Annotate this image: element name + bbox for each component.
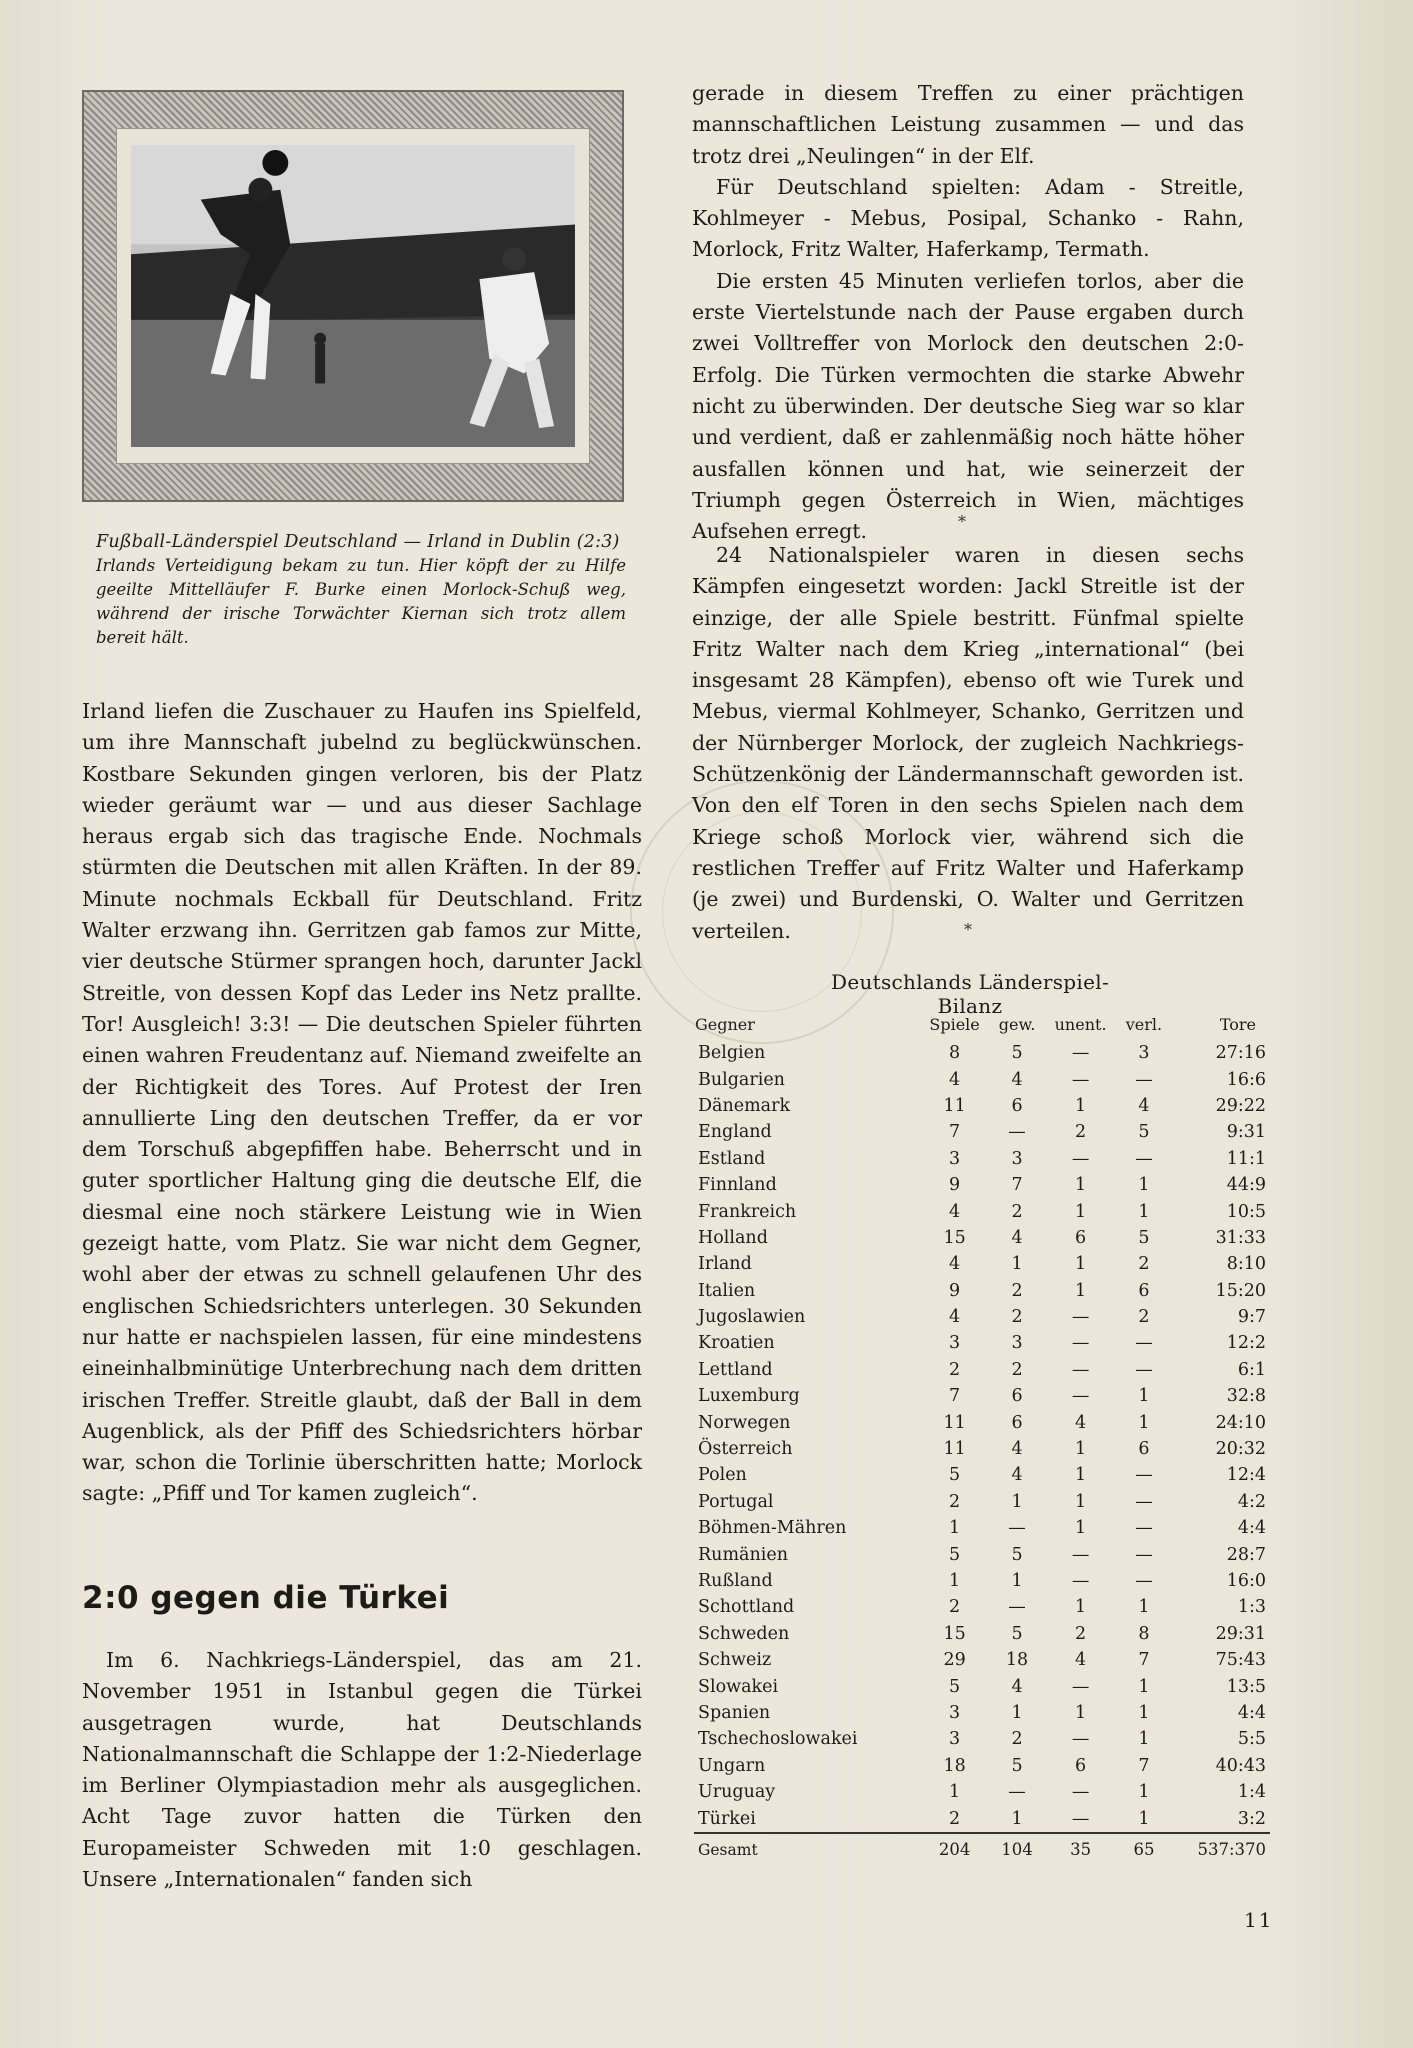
drawn-cell: 1	[1075, 1201, 1087, 1222]
right-column-top-text	[692, 78, 1244, 547]
table-row	[694, 1726, 1270, 1752]
table-body	[694, 1040, 1270, 1866]
opponent-cell: England	[698, 1122, 772, 1143]
won-cell: 1	[1011, 1254, 1023, 1275]
won-cell: 4	[1011, 1676, 1023, 1697]
drawn-cell: 1	[1075, 1702, 1087, 1723]
page-number: 11	[1244, 1908, 1274, 1932]
games-cell: 11	[943, 1439, 966, 1460]
games-cell: 3	[949, 1729, 961, 1750]
drawn-cell: 1	[1075, 1095, 1087, 1116]
goals-cell: 3:2	[1237, 1808, 1266, 1829]
won-cell: 2	[1011, 1201, 1023, 1222]
lost-cell: 1	[1138, 1597, 1150, 1618]
drawn-cell: —	[1071, 1571, 1090, 1591]
goals-cell: 12:4	[1226, 1465, 1266, 1486]
won-cell: 5	[1011, 1043, 1023, 1064]
opponent-cell: Böhmen-Mähren	[698, 1518, 847, 1539]
opponent-cell: Bulgarien	[698, 1069, 785, 1090]
column-header-goals: Tore	[1219, 1014, 1256, 1034]
table-row	[694, 1198, 1270, 1224]
total-drawn: 35	[1044, 1833, 1118, 1866]
won-cell: 7	[1011, 1175, 1023, 1196]
table-row	[694, 1753, 1270, 1779]
drawn-cell: 2	[1075, 1122, 1087, 1143]
goals-cell: 8:10	[1226, 1254, 1266, 1275]
drawn-cell: 1	[1075, 1491, 1087, 1512]
lost-cell: 7	[1138, 1755, 1150, 1776]
goals-cell: 75:43	[1215, 1650, 1266, 1671]
table-header-row	[694, 1008, 1270, 1040]
won-cell: 3	[1011, 1333, 1023, 1354]
games-cell: 2	[949, 1359, 961, 1380]
opponent-cell: Tschechoslowakei	[698, 1729, 858, 1750]
drawn-cell: 1	[1075, 1439, 1087, 1460]
table-row	[694, 1172, 1270, 1198]
paragraph: 24 Nationalspieler waren in diesen sechs Kämpfen eingesetzt worden: Jackl Streitle ist der einzige, der alle Spiele bestritt. Fünfmal spielte Fritz Walter nach dem Krieg „international“ (bei insgesamt 28 Kämpfen), ebenso oft wie Turek und Mebus, viermal Kohlmeyer, Schanko, Gerritzen und der Nürnberger Morlock, der zugleich Nachkriegs-Schützenkönig der Ländermannschaft geworden ist. Von den elf Toren in den sechs Spielen nach dem Kriege schoß Morlock vier, während sich die restlichen Treffer auf Fritz Walter und Haferkamp (je zwei) und Burdenski, O. Walter und Gerritzen verteilen.	[692, 543, 1244, 943]
goals-cell: 40:43	[1215, 1755, 1266, 1776]
opponent-cell: Schweiz	[698, 1650, 772, 1671]
opponent-cell: Italien	[698, 1280, 756, 1301]
total-lost: 65	[1118, 1833, 1171, 1866]
table-row	[694, 1330, 1270, 1356]
drawn-cell: 1	[1075, 1254, 1087, 1275]
goals-cell: 29:31	[1215, 1623, 1266, 1644]
games-cell: 8	[949, 1043, 961, 1064]
won-cell: 6	[1011, 1095, 1023, 1116]
opponent-cell: Rumänien	[698, 1544, 788, 1565]
table-row	[694, 1489, 1270, 1515]
games-cell: 4	[949, 1307, 961, 1328]
opponent-cell: Slowakei	[698, 1676, 779, 1697]
lost-cell: 1	[1138, 1782, 1150, 1803]
separator-asterisk: *	[964, 920, 972, 939]
goals-cell: 9:7	[1237, 1307, 1266, 1328]
goals-cell: 16:6	[1226, 1069, 1266, 1090]
opponent-cell: Portugal	[698, 1491, 774, 1512]
table-row	[694, 1146, 1270, 1172]
won-cell: 3	[1011, 1148, 1023, 1169]
games-cell: 4	[949, 1254, 961, 1275]
goals-cell: 44:9	[1226, 1175, 1266, 1196]
won-cell: 18	[1005, 1650, 1029, 1671]
won-cell: 1	[1011, 1808, 1023, 1829]
games-cell: 29	[943, 1650, 966, 1671]
international-record-table	[694, 1008, 1270, 1866]
lost-cell: 1	[1138, 1386, 1150, 1407]
table-row	[694, 1304, 1270, 1330]
paragraph: Irland liefen die Zuschauer zu Haufen ins Spielfeld, um ihre Mannschaft jubelnd zu beglückwünschen. Kostbare Sekunden gingen verloren, bis der Platz wieder geräumt war — und aus dieser Sachlage heraus ergab sich das tragische Ende. Nochmals stürmten die Deutschen mit allen Kräften. In der 89. Minute nochmals Eckball für Deutschland. Fritz Walter erzwang ihn. Gerritzen gab famos zur Mitte, vier deutsche Stürmer sprangen hoch, darunter Jackl Streitle, von dessen Kopf das Leder ins Netz prallte. Tor! Ausgleich! 3:3! — Die deutschen Spieler führten einen wahren Freudentanz auf. Niemand zweifelte an der Richtigkeit des Tores. Auf Protest der Iren annullierte Ling den deutschen Treffer, da er vor dem Torschuß abgepfiffen habe. Beherrscht und in guter sportlicher Haltung ging die deutsche Elf, die diesmal eine noch stärkere Leistung wie in Wien gezeigt hatte, vom Platz. Sie war nicht dem Gegner, wohl aber der etwas zu schnell gelaufenen Uhr des englischen Schiedsrichters unterlegen. 30 Sekunden nur hatte er nachspielen lassen, für eine mindestens eineinhalbminütige Unterbrechung nach dem dritten irischen Treffer. Streitle glaubt, daß der Ball in dem Augenblick, als der Pfiff des Schiedsrichters hörbar war, schon die Torlinie überschritten hatte; Morlock sagte: „Pfiff und Tor kamen zugleich“.	[82, 699, 642, 1506]
games-cell: 5	[949, 1465, 961, 1486]
turkey-article-text	[82, 1645, 642, 1895]
lost-cell: 7	[1138, 1650, 1150, 1671]
opponent-cell: Ungarn	[698, 1755, 766, 1776]
lost-cell: 6	[1138, 1280, 1150, 1301]
goals-cell: 6:1	[1237, 1359, 1266, 1380]
total-goals: 537:370	[1170, 1833, 1270, 1866]
games-cell: 11	[943, 1095, 966, 1116]
won-cell: 4	[1011, 1465, 1023, 1486]
table-row	[694, 1462, 1270, 1488]
games-cell: 2	[949, 1491, 961, 1512]
games-cell: 3	[949, 1333, 961, 1354]
lost-cell: 2	[1138, 1307, 1150, 1328]
paragraph: Für Deutschland spielten: Adam - Streitle, Kohlmeyer - Mebus, Posipal, Schanko - Rahn, Morlock, Fritz Walter, Haferkamp, Termath.	[692, 174, 1244, 262]
games-cell: 7	[949, 1386, 961, 1407]
opponent-cell: Norwegen	[698, 1412, 791, 1433]
drawn-cell: —	[1071, 1729, 1090, 1750]
table-row	[694, 1225, 1270, 1251]
drawn-cell: —	[1071, 1808, 1090, 1829]
won-cell: 4	[1011, 1069, 1023, 1090]
won-cell: 1	[1011, 1702, 1023, 1723]
left-column-text	[82, 696, 642, 1510]
drawn-cell: —	[1071, 1386, 1090, 1407]
goals-cell: 4:2	[1237, 1491, 1266, 1512]
lost-cell: —	[1135, 1333, 1153, 1354]
goals-cell: 11:1	[1226, 1148, 1266, 1169]
column-header-lost: verl.	[1125, 1014, 1163, 1034]
drawn-cell: —	[1071, 1676, 1090, 1697]
table-total-row	[694, 1833, 1270, 1866]
column-header-drawn: unent.	[1054, 1014, 1107, 1034]
won-cell: —	[1008, 1122, 1026, 1143]
won-cell: —	[1008, 1597, 1026, 1618]
games-cell: 2	[949, 1597, 961, 1618]
drawn-cell: 1	[1075, 1518, 1087, 1539]
won-cell: 1	[1011, 1491, 1023, 1512]
table-row	[694, 1594, 1270, 1620]
lost-cell: 1	[1138, 1175, 1150, 1196]
total-label: Gesamt	[694, 1833, 919, 1866]
table-row	[694, 1119, 1270, 1145]
photo-caption	[96, 530, 626, 650]
opponent-cell: Österreich	[698, 1439, 793, 1460]
games-cell: 2	[949, 1808, 961, 1829]
photo-mat	[116, 128, 590, 464]
goals-cell: 4:4	[1237, 1702, 1266, 1723]
goals-cell: 24:10	[1215, 1412, 1266, 1433]
table-row	[694, 1700, 1270, 1726]
won-cell: —	[1008, 1518, 1026, 1539]
lost-cell: —	[1135, 1148, 1153, 1169]
opponent-cell: Türkei	[698, 1808, 756, 1829]
lost-cell: 1	[1138, 1412, 1150, 1433]
games-cell: 3	[949, 1702, 961, 1723]
goals-cell: 13:5	[1226, 1676, 1266, 1697]
won-cell: 2	[1011, 1280, 1023, 1301]
opponent-cell: Lettland	[698, 1359, 773, 1380]
paragraph: gerade in diesem Treffen zu einer prächtigen mannschaftlichen Leistung zusammen — und das trotz drei „Neulingen“ in der Elf.	[692, 81, 1244, 168]
goals-cell: 28:7	[1226, 1544, 1266, 1565]
games-cell: 1	[949, 1518, 961, 1539]
goals-cell: 5:5	[1237, 1729, 1266, 1750]
lost-cell: 8	[1138, 1623, 1150, 1644]
paragraph: Im 6. Nachkriegs-Länderspiel, das am 21. November 1951 in Istanbul gegen die Türkei ausgetragen wurde, hat Deutschlands Nationalmannschaft die Schlappe der 1:2-Niederlage im Berliner Olympiastadion mehr als ausgeglichen. Acht Tage zuvor hatten die Türken den Europameister Schweden mit 1:0 geschlagen. Unsere „Internationalen“ fanden sich	[82, 1648, 642, 1892]
table-row	[694, 1278, 1270, 1304]
lost-cell: 5	[1138, 1227, 1150, 1248]
won-cell: 6	[1011, 1386, 1023, 1407]
table-row	[694, 1805, 1270, 1832]
total-won: 104	[991, 1833, 1044, 1866]
drawn-cell: 1	[1075, 1597, 1087, 1618]
column-header-games: Spiele	[929, 1014, 980, 1034]
lost-cell: 1	[1138, 1201, 1150, 1222]
total-games: 204	[919, 1833, 991, 1866]
opponent-cell: Schottland	[698, 1597, 795, 1618]
column-header-won: gew.	[998, 1014, 1036, 1034]
table-row	[694, 1621, 1270, 1647]
photo-frame	[82, 90, 624, 502]
goals-cell: 16:0	[1226, 1571, 1266, 1591]
table-row	[694, 1357, 1270, 1383]
drawn-cell: 6	[1075, 1755, 1087, 1776]
goals-cell: 10:5	[1226, 1201, 1266, 1222]
won-cell: 4	[1011, 1439, 1023, 1460]
games-cell: 9	[949, 1175, 961, 1196]
opponent-cell: Irland	[698, 1254, 752, 1275]
section-heading: 2:0 gegen die Türkei	[82, 1580, 450, 1616]
games-cell: 3	[949, 1148, 961, 1169]
table-row	[694, 1515, 1270, 1541]
opponent-cell: Belgien	[698, 1043, 766, 1064]
games-cell: 4	[949, 1069, 961, 1090]
goals-cell: 29:22	[1215, 1095, 1266, 1116]
table-row	[694, 1251, 1270, 1277]
lost-cell: —	[1135, 1359, 1153, 1380]
table-row	[694, 1093, 1270, 1119]
column-header-opponent: Gegner	[695, 1014, 755, 1034]
table-row	[694, 1673, 1270, 1699]
lost-cell: 5	[1138, 1122, 1150, 1143]
won-cell: 2	[1011, 1729, 1023, 1750]
lost-cell: 4	[1138, 1095, 1150, 1116]
lost-cell: —	[1135, 1518, 1153, 1539]
lost-cell: 1	[1138, 1808, 1150, 1829]
goals-cell: 1:3	[1237, 1597, 1266, 1618]
lost-cell: 1	[1138, 1729, 1150, 1750]
table-title: Deutschlands Länderspiel-Bilanz	[831, 970, 1109, 1018]
lost-cell: —	[1135, 1571, 1153, 1591]
table-row	[694, 1541, 1270, 1567]
opponent-cell: Jugoslawien	[698, 1307, 806, 1328]
table-row	[694, 1568, 1270, 1594]
goals-cell: 32:8	[1226, 1386, 1266, 1407]
paragraph: Die ersten 45 Minuten verliefen torlos, aber die erste Viertelstunde nach der Pause ergaben durch zwei Volltreffer von Morlock den deutschen 2:0-Erfolg. Die Türken vermochten die starke Abwehr nicht zu überwinden. Der deutsche Sieg war so klar und verdient, daß er zahlenmäßig noch hätte höher ausfallen können und hat, wie seinerzeit der Triumph gegen Österreich in Wien, mächtiges Aufsehen erregt.	[692, 268, 1244, 544]
won-cell: 5	[1011, 1544, 1023, 1565]
opponent-cell: Frankreich	[698, 1201, 797, 1222]
games-cell: 18	[943, 1755, 966, 1776]
won-cell: 5	[1011, 1755, 1023, 1776]
opponent-cell: Rußland	[698, 1571, 773, 1591]
caption-title: Fußball-Länderspiel Deutschland — Irland in Dublin (2:3)	[96, 532, 620, 552]
drawn-cell: 1	[1075, 1175, 1087, 1196]
drawn-cell: —	[1071, 1148, 1090, 1169]
lost-cell: —	[1135, 1465, 1153, 1486]
opponent-cell: Kroatien	[698, 1333, 775, 1354]
separator-asterisk: *	[958, 512, 966, 531]
games-cell: 5	[949, 1676, 961, 1697]
drawn-cell: —	[1071, 1544, 1090, 1565]
drawn-cell: —	[1071, 1307, 1090, 1328]
goals-cell: 1:4	[1237, 1782, 1266, 1803]
table-row	[694, 1409, 1270, 1435]
table-row	[694, 1436, 1270, 1462]
drawn-cell: —	[1071, 1333, 1090, 1354]
lost-cell: 3	[1138, 1043, 1150, 1064]
lost-cell: 2	[1138, 1254, 1150, 1275]
goals-cell: 20:32	[1215, 1439, 1266, 1460]
won-cell: 1	[1011, 1571, 1023, 1591]
opponent-cell: Finnland	[698, 1175, 777, 1196]
drawn-cell: —	[1071, 1782, 1090, 1803]
games-cell: 4	[949, 1201, 961, 1222]
drawn-cell: 1	[1075, 1465, 1087, 1486]
games-cell: 9	[949, 1280, 961, 1301]
table-row	[694, 1066, 1270, 1092]
table-row	[694, 1779, 1270, 1805]
goals-cell: 15:20	[1215, 1280, 1266, 1301]
caption-text: Irlands Verteidigung bekam zu tun. Hier köpft der zu Hilfe geeilte Mittelläufer F. Burke einen Morlock-Schuß weg, während der irische Torwächter Kiernan sich trotz allem bereit hält.	[96, 556, 626, 647]
games-cell: 11	[943, 1412, 966, 1433]
games-cell: 7	[949, 1122, 961, 1143]
won-cell: 2	[1011, 1307, 1023, 1328]
games-cell: 15	[943, 1623, 966, 1644]
lost-cell: 1	[1138, 1702, 1150, 1723]
won-cell: —	[1008, 1782, 1026, 1803]
opponent-cell: Holland	[698, 1227, 768, 1248]
games-cell: 15	[943, 1227, 966, 1248]
opponent-cell: Polen	[698, 1465, 747, 1486]
goals-cell: 31:33	[1215, 1227, 1266, 1248]
lost-cell: 1	[1138, 1676, 1150, 1697]
lost-cell: —	[1135, 1544, 1153, 1565]
won-cell: 5	[1011, 1623, 1023, 1644]
won-cell: 4	[1011, 1227, 1023, 1248]
opponent-cell: Uruguay	[698, 1782, 776, 1803]
drawn-cell: 4	[1075, 1412, 1087, 1433]
table-row	[694, 1040, 1270, 1066]
drawn-cell: 2	[1075, 1623, 1087, 1644]
games-cell: 1	[949, 1571, 961, 1591]
lost-cell: —	[1135, 1069, 1153, 1090]
won-cell: 2	[1011, 1359, 1023, 1380]
drawn-cell: —	[1071, 1043, 1090, 1064]
goals-cell: 9:31	[1226, 1122, 1266, 1143]
goals-cell: 4:4	[1237, 1518, 1266, 1539]
table-row	[694, 1383, 1270, 1409]
won-cell: 6	[1011, 1412, 1023, 1433]
drawn-cell: 6	[1075, 1227, 1087, 1248]
table-row	[694, 1647, 1270, 1673]
drawn-cell: —	[1071, 1359, 1090, 1380]
drawn-cell: 1	[1075, 1280, 1087, 1301]
opponent-cell: Dänemark	[698, 1095, 791, 1116]
drawn-cell: 4	[1075, 1650, 1087, 1671]
drawn-cell: —	[1071, 1069, 1090, 1090]
goals-cell: 27:16	[1215, 1043, 1266, 1064]
opponent-cell: Luxemburg	[698, 1386, 800, 1407]
right-column-mid-text	[692, 540, 1244, 947]
football-photo	[131, 145, 575, 447]
opponent-cell: Estland	[698, 1148, 766, 1169]
goals-cell: 12:2	[1226, 1333, 1266, 1354]
lost-cell: —	[1135, 1491, 1153, 1512]
games-cell: 5	[949, 1544, 961, 1565]
games-cell: 1	[949, 1782, 961, 1803]
lost-cell: 6	[1138, 1439, 1150, 1460]
opponent-cell: Schweden	[698, 1623, 790, 1644]
opponent-cell: Spanien	[698, 1702, 771, 1723]
